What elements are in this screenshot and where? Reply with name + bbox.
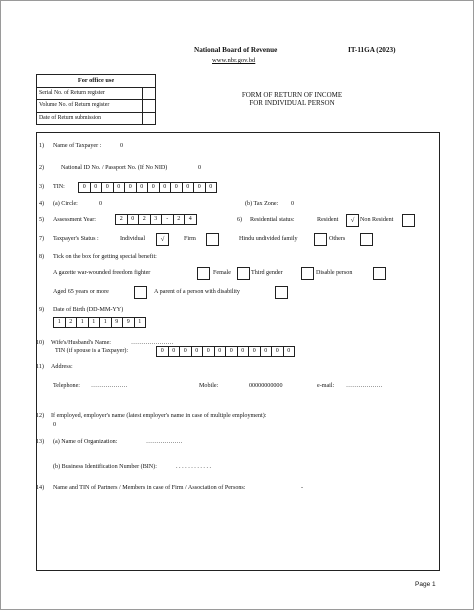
huf-label: Hindu undivided family xyxy=(239,236,298,242)
third-gender-checkbox[interactable] xyxy=(301,267,314,280)
field-7-num: 7) xyxy=(39,236,45,242)
nid-label: National ID No. / Passport No. (If No NID) xyxy=(61,165,168,171)
firm-label: Firm xyxy=(184,236,196,242)
non-resident-label: Non Resident xyxy=(360,217,394,223)
huf-checkbox[interactable] xyxy=(314,233,327,246)
residential-label: Residential status: xyxy=(250,217,295,223)
others-checkbox[interactable] xyxy=(360,233,373,246)
tin-label: TIN: xyxy=(53,184,65,190)
organization-label: (a) Name of Organization: xyxy=(53,439,118,445)
field-8-num: 8) xyxy=(39,254,45,260)
special-benefit-label: Tick on the box for getting special benefit: xyxy=(53,254,157,260)
resident-label: Resident xyxy=(317,217,339,223)
assessment-year-label: Assessment Year: xyxy=(53,217,96,223)
assessment-year-boxes[interactable]: 2 0 2 3 - 2 4 xyxy=(115,214,197,225)
office-row-date: Date of Return submission xyxy=(37,112,155,125)
dob-label: Date of Birth (DD-MM-YY) xyxy=(53,307,124,313)
field-12-num: 12) xyxy=(36,413,45,419)
circle-label: (a) Circle: xyxy=(53,201,78,207)
nid-value[interactable]: 0 xyxy=(198,165,202,171)
office-use-table xyxy=(36,74,156,125)
telephone-value[interactable]: ……………… xyxy=(91,383,128,389)
non-resident-checkbox[interactable] xyxy=(402,214,415,227)
dob-digit-boxes[interactable]: 1 2 1 1 1 9 9 1 xyxy=(53,317,146,328)
form-title xyxy=(227,91,357,107)
field-10-num: 10) xyxy=(36,340,45,346)
field-1-num: 1) xyxy=(39,143,45,149)
organization-value[interactable]: ……………… xyxy=(146,439,183,445)
form-code: IT-11GA (2023) xyxy=(348,46,396,54)
freedom-fighter-label: A gazette war-wounded freedom fighter xyxy=(53,270,151,276)
third-gender-label: Third gender xyxy=(251,270,283,276)
bin-label: (b) Business Identification Number (BIN): xyxy=(53,464,157,470)
female-checkbox[interactable] xyxy=(237,267,250,280)
mobile-value[interactable]: 00000000000 xyxy=(249,383,283,389)
circle-value[interactable]: 0 xyxy=(99,201,103,207)
page-number: Page 1 xyxy=(415,581,436,588)
individual-checkbox[interactable]: √ xyxy=(156,233,169,246)
others-label: Others xyxy=(329,236,346,242)
field-2-num: 2) xyxy=(39,165,45,171)
parent-disability-checkbox[interactable] xyxy=(275,286,288,299)
spouse-tin-boxes[interactable]: 0 0 0 0 0 0 0 0 0 0 0 0 xyxy=(156,346,295,357)
tax-zone-value[interactable]: 0 xyxy=(291,201,295,207)
field-3-num: 3) xyxy=(39,184,45,190)
field-11-num: 11) xyxy=(36,364,44,370)
spouse-name-value[interactable]: ………………… xyxy=(131,340,174,346)
tin-digit-boxes[interactable]: 0 0 0 0 0 0 0 0 0 0 0 0 xyxy=(78,182,217,193)
disable-person-checkbox[interactable] xyxy=(373,267,386,280)
form-title-line1: FORM OF RETURN OF INCOME xyxy=(241,91,343,99)
field-13-num: 13) xyxy=(36,439,45,445)
bin-value[interactable]: . . . . . . . . . . . . xyxy=(176,464,212,470)
firm-checkbox[interactable] xyxy=(206,233,219,246)
spouse-name-label: Wife's/Husband's Name: xyxy=(51,340,111,346)
telephone-label: Telephone: xyxy=(53,383,80,389)
partners-label: Name and TIN of Partners / Members in case of Firm / Association of Persons: xyxy=(53,485,246,491)
disable-person-label: Disable person xyxy=(316,270,353,276)
taxpayer-name-value[interactable]: 0 xyxy=(120,143,124,149)
email-value[interactable]: ……………… xyxy=(346,383,383,389)
org-url[interactable]: www.nbr.gov.bd xyxy=(212,57,256,64)
office-use-title: For office use xyxy=(77,77,115,84)
office-row-serial: Serial No. of Return register xyxy=(37,87,155,100)
resident-checkbox[interactable]: √ xyxy=(346,214,359,227)
form-title-line2: FOR INDIVIDUAL PERSON xyxy=(249,99,335,107)
office-row-volume: Volume No. of Return register xyxy=(37,99,155,112)
field-9-num: 9) xyxy=(39,307,45,313)
parent-disability-label: A parent of a person with disability xyxy=(154,289,240,295)
email-label: e-mail: xyxy=(317,383,335,389)
status-label: Taxpayer's Status : xyxy=(53,236,99,242)
employer-value[interactable]: 0 xyxy=(53,422,57,428)
aged-label: Aged 65 years or more xyxy=(53,289,109,295)
freedom-fighter-checkbox[interactable] xyxy=(197,267,210,280)
taxpayer-name-label: Name of Taxpayer : xyxy=(53,143,102,149)
field-5-num: 5) xyxy=(39,217,45,223)
org-name: National Board of Revenue xyxy=(194,46,278,54)
employer-label: If employed, employer's name (latest employer's name in case of multiple employment): xyxy=(51,413,267,419)
partners-value[interactable]: - xyxy=(301,485,304,491)
aged-checkbox[interactable] xyxy=(134,286,147,299)
female-label: Female xyxy=(213,270,231,276)
spouse-tin-label: TIN (if spouse is a Taxpayer): xyxy=(55,348,129,354)
field-6-num: 6) xyxy=(237,217,243,223)
field-14-num: 14) xyxy=(36,485,45,491)
tax-zone-label: (b) Tax Zone: xyxy=(245,201,279,207)
field-4-num: 4) xyxy=(39,201,45,207)
individual-label: Individual xyxy=(120,236,146,242)
address-label: Address: xyxy=(51,364,73,370)
mobile-label: Mobile: xyxy=(199,383,219,389)
